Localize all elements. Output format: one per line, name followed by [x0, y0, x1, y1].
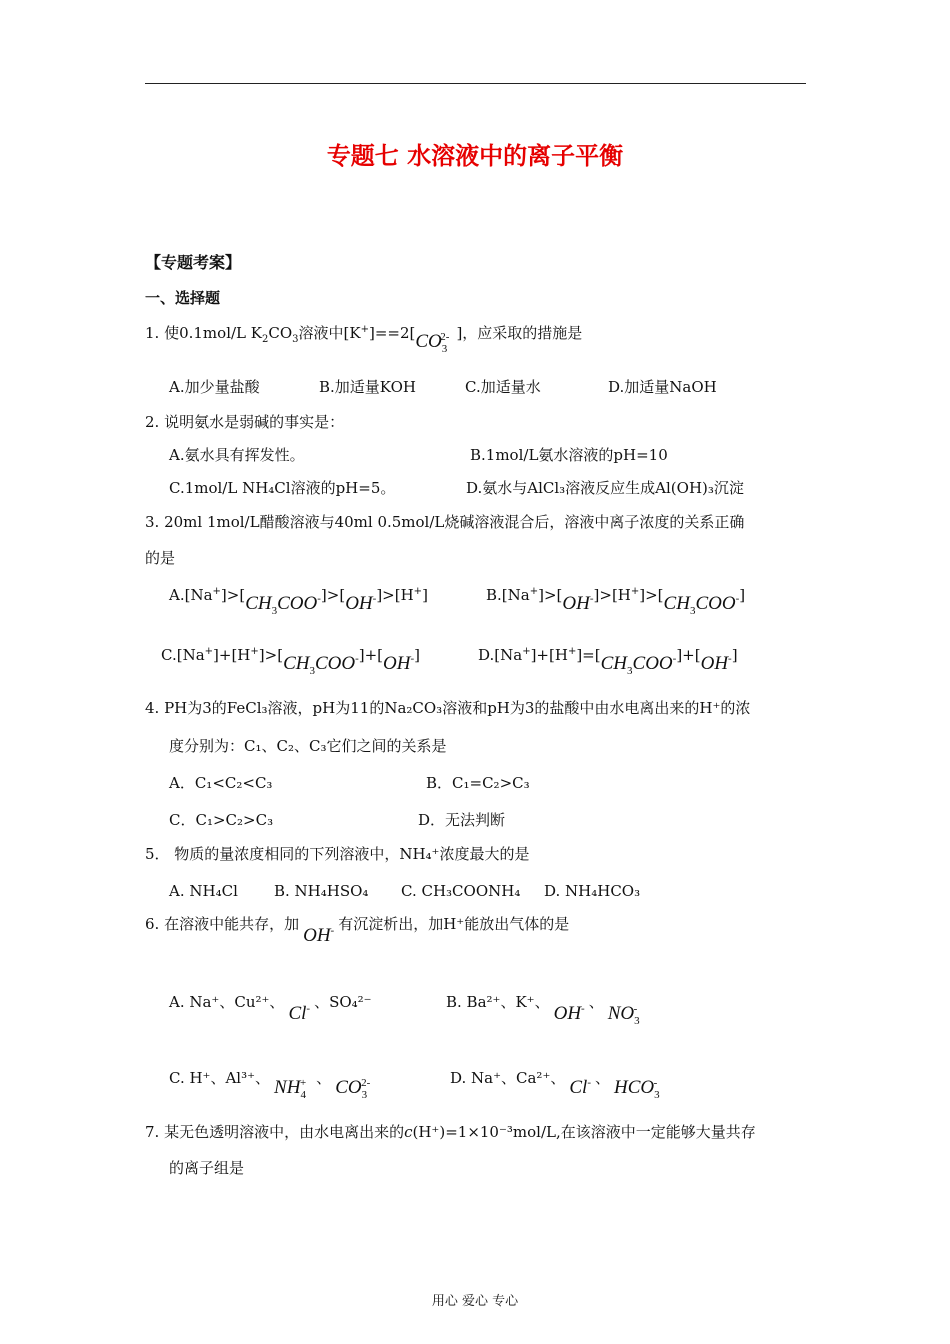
question-5-stem: 5． 物质的量浓度相同的下列溶液中，NH₄⁺浓度最大的是 [145, 845, 530, 863]
q2-option-a: A.氨水具有挥发性。 [169, 446, 305, 464]
q6-option-d: D. Na⁺、Ca²⁺、 Cl- 、 $HCO_3^-$ [450, 1069, 660, 1101]
section-heading: 【专题考案】 [145, 253, 242, 272]
q4-option-d: D．无法判断 [418, 811, 506, 829]
q4-option-c: C．C₁>C₂>C₃ [169, 811, 274, 829]
question-2-stem: 2. 说明氨水是弱碱的事实是： [145, 413, 345, 431]
page-title: 专题七 水溶液中的离子平衡 [326, 142, 624, 170]
q6-option-a: A. Na⁺、Cu²⁺、Cl- 、SO₄²⁻ [169, 993, 372, 1024]
question-3-stem-line1: 3. 20ml 1mol/L醋酸溶液与40ml 0.5mol/L烧碱溶液混合后，溶液中离子浓度的关系正确 [145, 513, 745, 531]
q5-option-d: D. NH₄HCO₃ [544, 882, 641, 900]
q2-option-b: B.1mol/L氨水溶液的pH=10 [470, 446, 668, 464]
q5-option-c: C. CH₃COONH₄ [401, 882, 521, 900]
q4-option-a: A．C₁<C₂<C₃ [169, 774, 273, 792]
q6-option-c: C. H⁺、Al³⁺、 $NH_4^+$ 、 $CO_3^{2-}$ [169, 1069, 371, 1101]
question-3-stem-line2: 的是 [145, 549, 176, 567]
q4-option-b: B．C₁=C₂>C₃ [426, 774, 530, 792]
q6-option-b: B. Ba²⁺、K⁺、OH- 、$NO_3^-$ [446, 993, 640, 1027]
q3-option-b: $B.[Na^+]>[OH^-]>[H^+]>[CH_3COO^-]$ [486, 586, 746, 617]
q3-option-c: $C.[Na^+]+[H^+]>[CH_3COO^-]+[OH^-]$ [161, 646, 421, 677]
q2-option-c: C.1mol/L NH₄Cl溶液的pH=5。 [169, 479, 396, 497]
question-1-stem: 1. 使0.1mol/L $K_2CO_3$溶液中$[K^+]==2[CO_3^{2-}$ ]，应采取的措施是 [145, 324, 583, 355]
q2-option-d: D.氨水与AlCl₃溶液反应生成Al(OH)₃沉淀 [466, 479, 744, 497]
part-heading: 一、选择题 [145, 289, 221, 307]
q1-option-b: B.加适量KOH [319, 378, 416, 396]
q3-option-d: $D.[Na^+]+[H^+]=[CH_3COO^-]+[OH^-]$ [478, 646, 738, 677]
question-7-stem-line2: 的离子组是 [169, 1159, 245, 1177]
question-7-stem-line1: 7. 某无色透明溶液中，由水电离出来的c(H⁺)=1×10⁻³mol/L,在该溶液中一定能够大量共存 [145, 1123, 756, 1141]
q1-option-c: C.加适量水 [465, 378, 541, 396]
q3-option-a: $A.[Na^+]>[CH_3COO^-]>[OH^-]>[H^+]$ [169, 586, 428, 617]
header-rule [145, 83, 806, 84]
page-footer: 用心 爱心 专心 [431, 1294, 519, 1309]
carbonate-ion: $CO_3^{2-}$ [415, 330, 450, 355]
question-6-stem: 6. 在溶液中能共存，加OH- 有沉淀析出，加H⁺能放出气体的是 [145, 915, 570, 946]
q5-option-a: A. NH₄Cl [169, 882, 238, 900]
q1-option-d: D.加适量NaOH [608, 378, 717, 396]
q5-option-b: B. NH₄HSO₄ [274, 882, 369, 900]
question-4-stem-line1: 4. PH为3的FeCl₃溶液，pH为11的Na₂CO₃溶液和pH为3的盐酸中由水电离出来的H⁺的浓 [145, 699, 751, 717]
question-4-stem-line2: 度分别为：C₁、C₂、C₃它们之间的关系是 [169, 737, 447, 755]
q1-option-a: A.加少量盐酸 [169, 378, 260, 396]
